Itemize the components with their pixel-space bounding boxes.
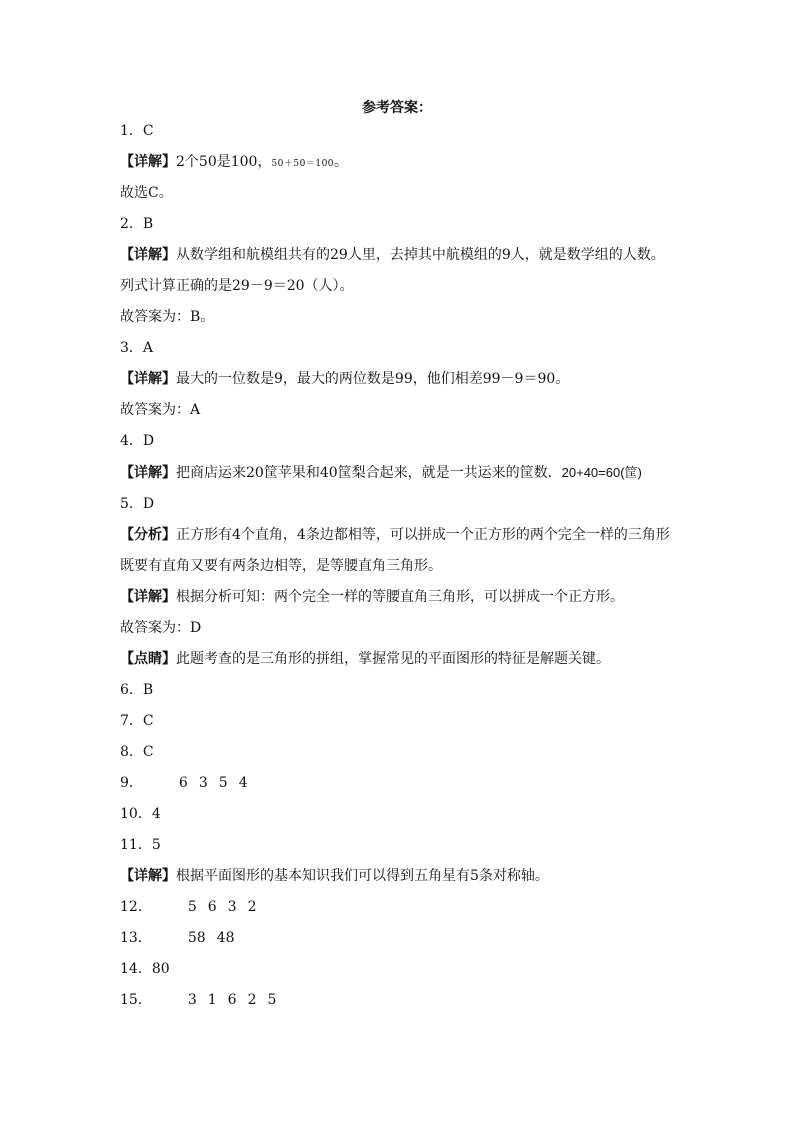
answer-15-value: 3: [187, 992, 197, 1009]
detail-tag: 【详解】: [120, 154, 176, 171]
analysis-tag: 【分析】: [120, 526, 176, 543]
page-title: 参考答案：: [362, 100, 432, 116]
answer-12-value: 3: [227, 899, 237, 916]
detail-tag: 【详解】: [120, 247, 176, 264]
answer-2-detail: [120, 245, 720, 276]
answer-13-value: 48: [216, 930, 235, 947]
period: 。: [334, 154, 349, 171]
comment-tag: 【点睛】: [120, 650, 176, 667]
answer-15-value: 5: [267, 992, 277, 1009]
answer-3: 3．A: [120, 340, 154, 357]
answer-12: [120, 897, 720, 928]
answer-9-value: 3: [198, 774, 208, 791]
answer-13: [120, 928, 720, 959]
formula: 50＋50＝100: [271, 159, 335, 170]
answer-1-detail: [120, 152, 720, 183]
answer-14: 14．80: [120, 961, 170, 978]
answer-9-num: 9．: [120, 774, 143, 791]
answer-4-detail: [120, 463, 720, 494]
detail-text: 从数学组和航模组共有的29人里，去掉其中航模组的9人，就是数学组的人数。: [176, 247, 665, 264]
answer-2-conclusion: 故答案为：B。: [120, 309, 215, 326]
answer-1-conclusion: 故选C。: [120, 185, 173, 202]
answer-5-conclusion: 故答案为：D: [120, 619, 202, 636]
answer-9: [120, 773, 720, 804]
answer-12-value: 6: [207, 899, 217, 916]
answer-4: 4．D: [120, 433, 155, 450]
answer-2: 2．B: [120, 216, 154, 233]
answer-15-value: 1: [207, 992, 217, 1009]
formula: 20+40=60(筐): [561, 464, 642, 480]
detail-text: 根据平面图形的基本知识我们可以得到五角星有5条对称轴。: [176, 868, 549, 885]
answer-5-analysis: [120, 525, 720, 556]
answer-2-calc: 列式计算正确的是29－9＝20（人）。: [120, 278, 354, 295]
detail-tag: 【详解】: [120, 464, 176, 481]
answer-7: 7．C: [120, 712, 154, 729]
answer-9-value: 5: [218, 774, 228, 791]
answer-5-detail: [120, 587, 720, 618]
analysis-text: 正方形有4个直角，4条边都相等，可以拼成一个正方形的两个完全一样的三角形: [176, 526, 670, 543]
answer-6: 6．B: [120, 681, 154, 698]
answer-13-num: 13．: [120, 930, 152, 947]
answer-12-value: 5: [187, 899, 197, 916]
answer-3-conclusion: 故答案为：A: [120, 402, 201, 419]
answer-9-value: 4: [238, 774, 248, 791]
detail-text: 最大的一位数是9，最大的两位数是99，他们相差99－9＝90。: [176, 371, 570, 388]
answer-list: [120, 121, 720, 1021]
answer-5-comment: [120, 649, 720, 680]
answer-1: 1．C: [120, 123, 154, 139]
detail-tag: 【详解】: [120, 588, 176, 605]
answer-9-value: 6: [178, 774, 188, 791]
answer-13-value: 58: [187, 930, 206, 947]
answer-11-detail: [120, 866, 720, 897]
answer-3-detail: [120, 369, 720, 400]
answer-15-value: 6: [227, 992, 237, 1009]
answer-12-num: 12．: [120, 899, 152, 916]
detail-text: 根据分析可知：两个完全一样的等腰直角三角形，可以拼成一个正方形。: [176, 588, 624, 605]
answer-5-analysis-cont: 既要有直角又要有两条边相等，是等腰直角三角形。: [120, 557, 442, 574]
answer-15: [120, 990, 720, 1021]
detail-text: 2个50是100，: [176, 154, 272, 171]
answer-12-value: 2: [247, 899, 257, 916]
detail-text: 把商店运来20筐苹果和40筐梨合起来，就是一共运来的筐数．: [176, 464, 562, 481]
answer-10: 10．4: [120, 806, 161, 823]
detail-tag: 【详解】: [120, 371, 176, 388]
answer-15-num: 15．: [120, 992, 152, 1009]
answer-8: 8．C: [120, 743, 154, 760]
detail-tag: 【详解】: [120, 868, 176, 885]
answer-11: 11．5: [120, 837, 161, 854]
comment-text: 此题考查的是三角形的拼组，掌握常见的平面图形的特征是解题关键。: [176, 650, 610, 667]
answer-15-value: 2: [247, 992, 257, 1009]
answer-5: 5．D: [120, 495, 155, 512]
